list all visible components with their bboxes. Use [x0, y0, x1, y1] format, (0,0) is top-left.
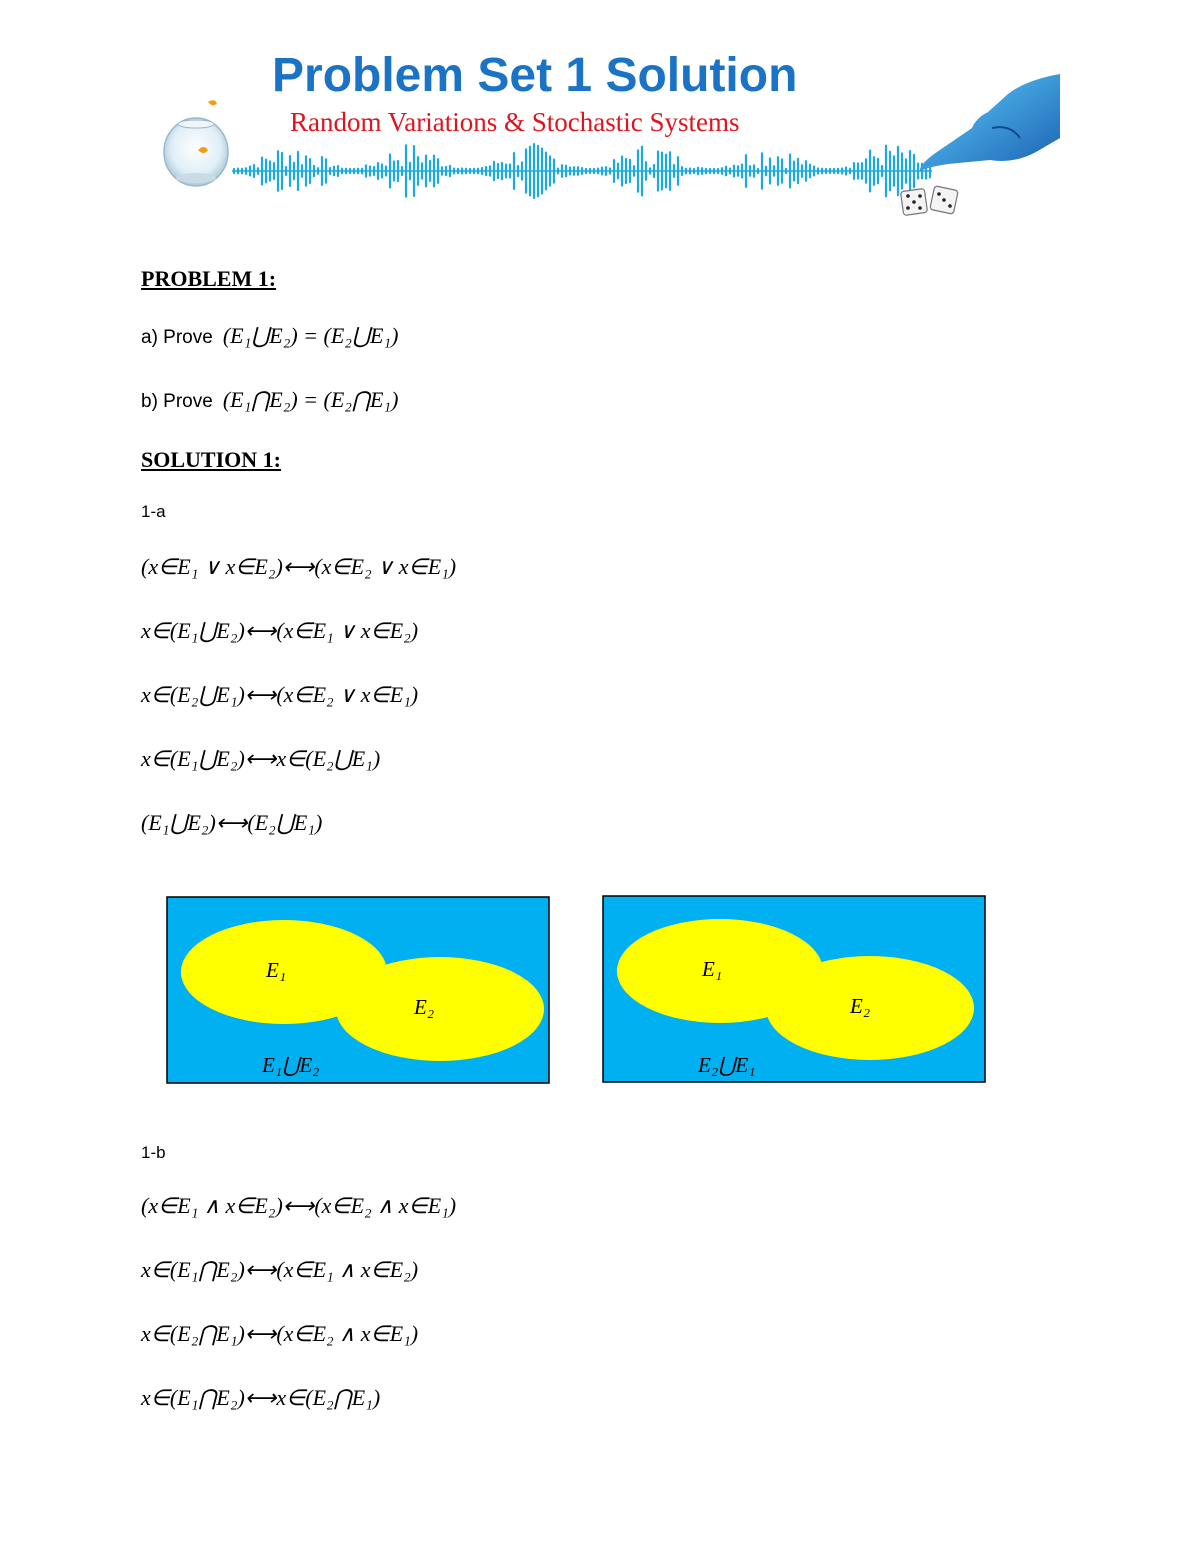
part-b-label: 1-b: [141, 1143, 166, 1162]
venn-caption: E₁⋃E₂: [262, 1053, 320, 1077]
venn-label-e1: E₁: [266, 958, 287, 982]
equation-b-2: x∈(E₁⋂E₂)⟷(x∈E₁ ∧ x∈E₂): [141, 1257, 419, 1282]
venn-label-e2: E₂: [850, 994, 871, 1018]
problem-b-expr: (E₁⋂E₂) = (E₂⋂E₁): [222, 387, 399, 412]
fishbowl-icon: [160, 90, 232, 190]
solution-heading: SOLUTION 1:: [141, 447, 281, 472]
equation-b-4: x∈(E₁⋂E₂)⟷x∈(E₂⋂E₁): [141, 1385, 381, 1410]
problem-b-label: b) Prove: [141, 391, 213, 412]
equation-a-3: x∈(E₂⋃E₁)⟷(x∈E₂ ∨ x∈E₁): [141, 682, 419, 707]
venn-diagram-union-e2-e1: [602, 895, 986, 1083]
part-a-label: 1-a: [141, 502, 166, 521]
venn-caption: E₂⋃E₁: [698, 1053, 756, 1077]
problem-a-expr: (E₁⋃E₂) = (E₂⋃E₁): [222, 323, 399, 348]
equation-a-5: (E₁⋃E₂)⟷(E₂⋃E₁): [141, 810, 323, 835]
dice-icon: [898, 184, 964, 220]
equation-a-2: x∈(E₁⋃E₂)⟷(x∈E₁ ∨ x∈E₂): [141, 618, 419, 643]
equation-b-1: (x∈E₁ ∧ x∈E₂)⟷(x∈E₂ ∧ x∈E₁): [141, 1193, 457, 1218]
problem-b: [141, 387, 398, 413]
document-title: Problem Set 1 Solution: [272, 49, 798, 102]
venn-diagram-union-e1-e2: [166, 896, 550, 1084]
problem-a-label: a) Prove: [141, 327, 213, 348]
problem-heading: PROBLEM 1:: [141, 266, 277, 291]
venn-label-e2: E₂: [414, 995, 435, 1019]
pointing-hand-icon: [918, 68, 1060, 176]
equation-b-3: x∈(E₂⋂E₁)⟷(x∈E₂ ∧ x∈E₁): [141, 1321, 419, 1346]
equation-a-1: (x∈E₁ ∨ x∈E₂)⟷(x∈E₂ ∨ x∈E₁): [141, 554, 457, 579]
equation-a-4: x∈(E₁⋃E₂)⟷x∈(E₂⋃E₁): [141, 746, 381, 771]
document-subtitle: Random Variations & Stochastic Systems: [290, 107, 740, 137]
problem-a: [141, 323, 398, 349]
waveform-icon: [232, 140, 932, 202]
venn-label-e1: E₁: [702, 957, 723, 981]
